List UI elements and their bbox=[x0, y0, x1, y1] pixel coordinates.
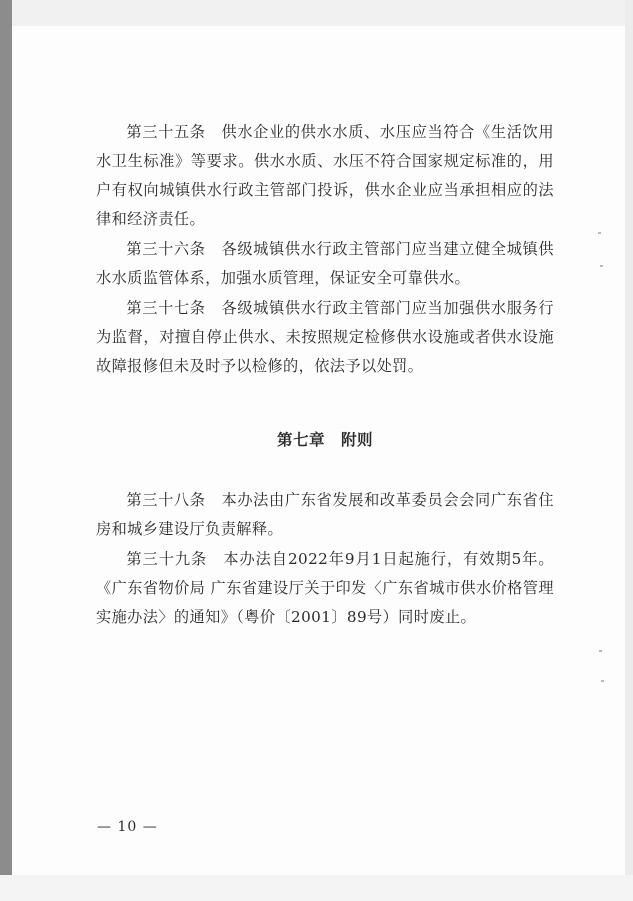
article-35: 第三十五条 供水企业的供水水质、水压应当符合《生活饮用水卫生标准》等要求。供水水质、水压不符合国家规定标准的，用户有权向城镇供水行政主管部门投诉，供水企业应当承担相应的法律和经济责任。 bbox=[96, 123, 554, 228]
scan-speck bbox=[598, 232, 601, 234]
article-37: 第三十七条 各级城镇供水行政主管部门应当加强供水服务行为监督，对擅自停止供水、未按照规定检修供水设施或者供水设施故障报修但未及时予以检修的，依法予以处罚。 bbox=[96, 299, 554, 375]
article-36: 第三十六条 各级城镇供水行政主管部门应当建立健全城镇供水水质监管体系，加强水质管理，保证安全可靠供水。 bbox=[96, 240, 554, 287]
scan-border-left bbox=[0, 0, 12, 901]
scan-speck bbox=[599, 650, 602, 652]
section-articles-38-39 bbox=[96, 486, 554, 632]
scan-border-right bbox=[625, 0, 633, 901]
article-39: 第三十九条 本办法自2022年9月1日起施行，有效期5年。《广东省物价局 广东省建设厅关于印发〈广东省城市供水价格管理实施办法〉的通知》（粤价〔2001〕89号）同时废止。 bbox=[96, 550, 554, 626]
scan-speck bbox=[600, 265, 603, 267]
page-number: — 10 — bbox=[97, 819, 158, 835]
article-38: 第三十八条 本办法由广东省发展和改革委员会会同广东省住房和城乡建设厅负责解释。 bbox=[96, 491, 554, 538]
chapter-title: 第七章 附则 bbox=[276, 431, 373, 449]
section-articles-35-37 bbox=[96, 118, 554, 381]
scan-speck bbox=[601, 680, 604, 682]
scan-border-top bbox=[0, 0, 633, 26]
scan-border-bottom bbox=[0, 875, 633, 901]
